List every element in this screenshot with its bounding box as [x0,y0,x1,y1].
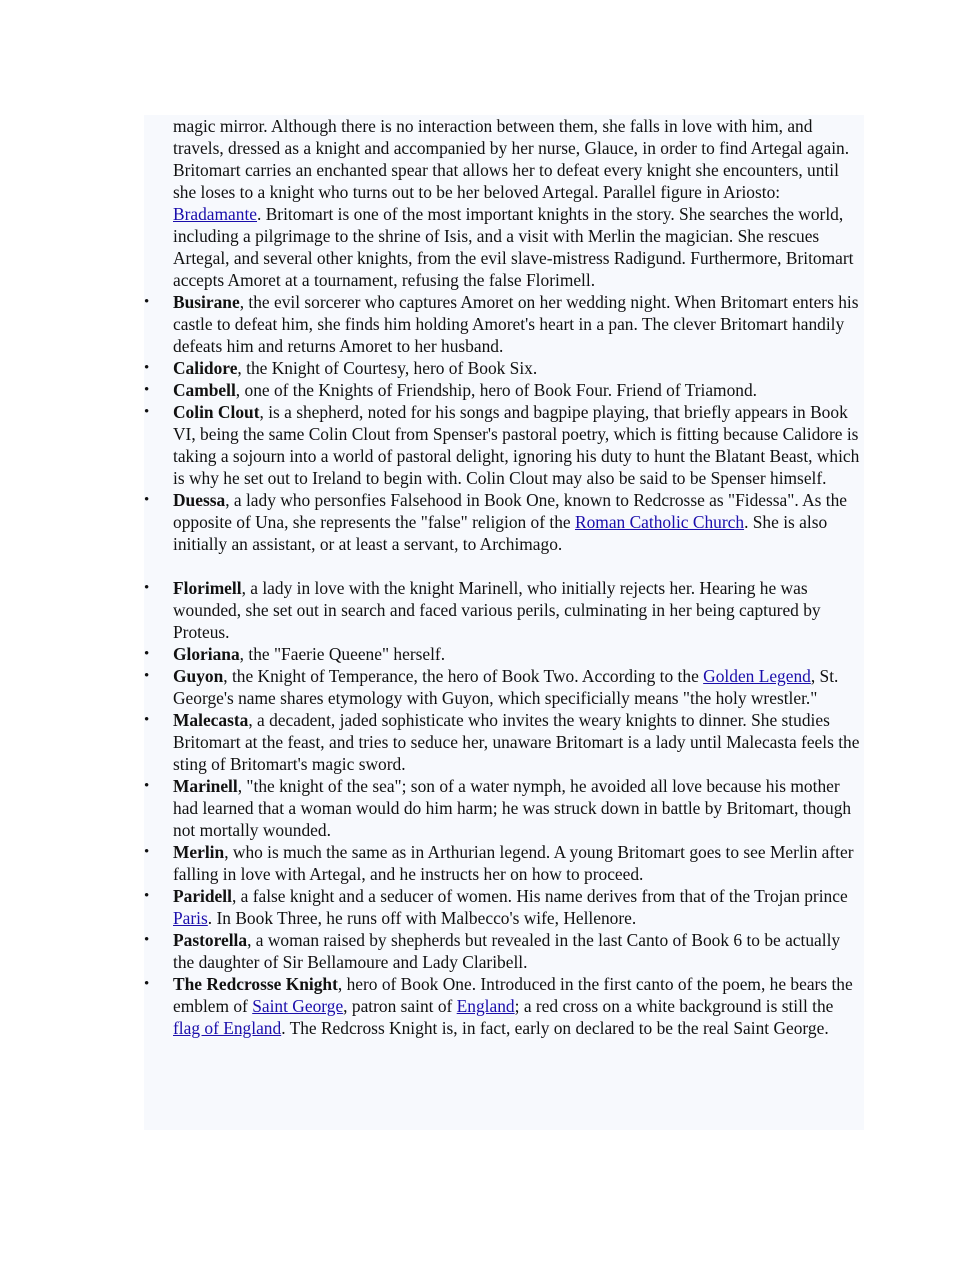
character-description: , a false knight and a seducer of women. His name derives from that of the Trojan prince [231,886,848,906]
character-name: Colin Clout [173,402,260,422]
character-name: Guyon [173,666,224,686]
intro-text: magic mirror. Although there is no interaction between them, she falls in love with him, and travels, dressed as a knight and accompanied by her nurse, Glauce, in order to find Artegal again. Britomart carries an enchanted spear that allows her to defeat every knight she encounters, until she loses to a knight who turns out to be her beloved Artegal. Parallel figure in Ariosto: [173,116,850,202]
character-name: Cambell [173,380,236,400]
character-description: , one of the Knights of Friendship, hero of Book Four. Friend of Triamond. [235,380,758,400]
character-list [144,291,864,1039]
character-name: Busirane [173,292,240,312]
golden-legend-link[interactable]: Golden Legend [703,666,811,686]
character-name: Marinell [173,776,238,796]
character-name: Calidore [173,358,238,378]
character-name: The Redcrosse Knight [173,974,338,994]
list-item-florimell [144,577,864,643]
character-name: Merlin [173,842,225,862]
paris-link[interactable]: Paris [173,908,208,928]
character-description: , hero of Book One. Introduced in the first canto of the poem, he bears the emblem of [173,974,853,1016]
bradamante-link[interactable]: Bradamante [173,204,258,224]
list-item-paridell [144,885,864,929]
character-name: Gloriana [173,644,240,664]
saint-george-link[interactable]: Saint George [252,996,344,1016]
character-name: Paridell [173,886,232,906]
flag-of-england-link[interactable]: flag of England [173,1018,282,1038]
list-item-duessa [144,489,864,555]
roman-catholic-church-link[interactable]: Roman Catholic Church [575,512,745,532]
character-description: ; a red cross on a white background is still the [514,996,834,1016]
character-description: . She is also initially an assistant, or at least a servant, to Archimago. [173,512,828,554]
list-item-calidore [144,357,864,379]
character-description: , a woman raised by shepherds but revealed in the last Canto of Book 6 to be actually the daughter of Sir Bellamoure and Lady Claribell. [173,930,841,972]
britomart-continuation-paragraph [144,115,864,291]
character-description: , the "Faerie Queene" herself. [239,644,446,664]
list-item-malecasta [144,709,864,775]
list-item-gloriana [144,643,864,665]
document-page [144,115,864,1130]
character-name: Malecasta [173,710,249,730]
list-item-merlin [144,841,864,885]
character-description: , St. George's name shares etymology with Guyon, which specificially means "the holy wrestler." [173,666,839,708]
character-name: Duessa [173,490,226,510]
character-name: Pastorella [173,930,248,950]
character-description: . In Book Three, he runs off with Malbecco's wife, Hellenore. [207,908,637,928]
character-description: , the Knight of Courtesy, hero of Book Six. [237,358,538,378]
england-link[interactable]: England [456,996,515,1016]
list-item-cambell [144,379,864,401]
character-description: , "the knight of the sea"; son of a water nymph, he avoided all love because his mother had learned that a woman would do him harm; he was struck down in battle by Britomart, though not mortally wounded. [173,776,852,840]
character-description: , a lady in love with the knight Marinell, who initially rejects her. Hearing he was wounded, she set out in search and faced various perils, culminating in her being captured by Proteus. [173,578,821,642]
character-description: , a lady who personfies Falsehood in Book One, known to Redcrosse as "Fidessa". As the opposite of Una, she represents the "false" religion of the [173,490,848,532]
character-description: . The Redcross Knight is, in fact, early on declared to be the real Saint George. [281,1018,829,1038]
intro-text: . Britomart is one of the most important knights in the story. She searches the world, including a pilgrimage to the shrine of Isis, and a visit with Merlin the magician. She rescues Artegal, and several other knights, from the evil slave-mistress Radigund. Furthermore, Britomart accepts Amoret at a tournament, refusing the false Florimell. [173,204,854,290]
list-item-guyon [144,665,864,709]
list-item-pastorella [144,929,864,973]
character-description: , a decadent, jaded sophisticate who invites the weary knights to dinner. She studies Britomart at the feast, and tries to seduce her, unaware Britomart is a lady until Malecasta feels the sting of Britomart's magic sword. [173,710,860,774]
character-name: Florimell [173,578,242,598]
list-item-busirane [144,291,864,357]
character-description: , who is much the same as in Arthurian legend. A young Britomart goes to see Merlin after falling in love with Artegal, and he instructs her on how to proceed. [173,842,854,884]
list-item-redcrosse-knight [144,973,864,1039]
character-description: , patron saint of [343,996,457,1016]
list-item-colin-clout [144,401,864,489]
character-description: , is a shepherd, noted for his songs and bagpipe playing, that briefly appears in Book VI, being the same Colin Clout from Spenser's pastoral poetry, which is fitting because Calidore is taking a sojourn into a world of pastoral delight, ignoring his duty to hunt the Blatant Beast, which is why he set out to Ireland to begin with. Colin Clout may also be said to be Spenser himself. [173,402,860,488]
list-item-marinell [144,775,864,841]
character-description: , the evil sorcerer who captures Amoret on her wedding night. When Britomart enters his castle to defeat him, she finds him holding Amoret's heart in a pan. The clever Britomart handily defeats him and returns Amoret to her husband. [173,292,859,356]
character-description: , the Knight of Temperance, the hero of Book Two. According to the [223,666,704,686]
